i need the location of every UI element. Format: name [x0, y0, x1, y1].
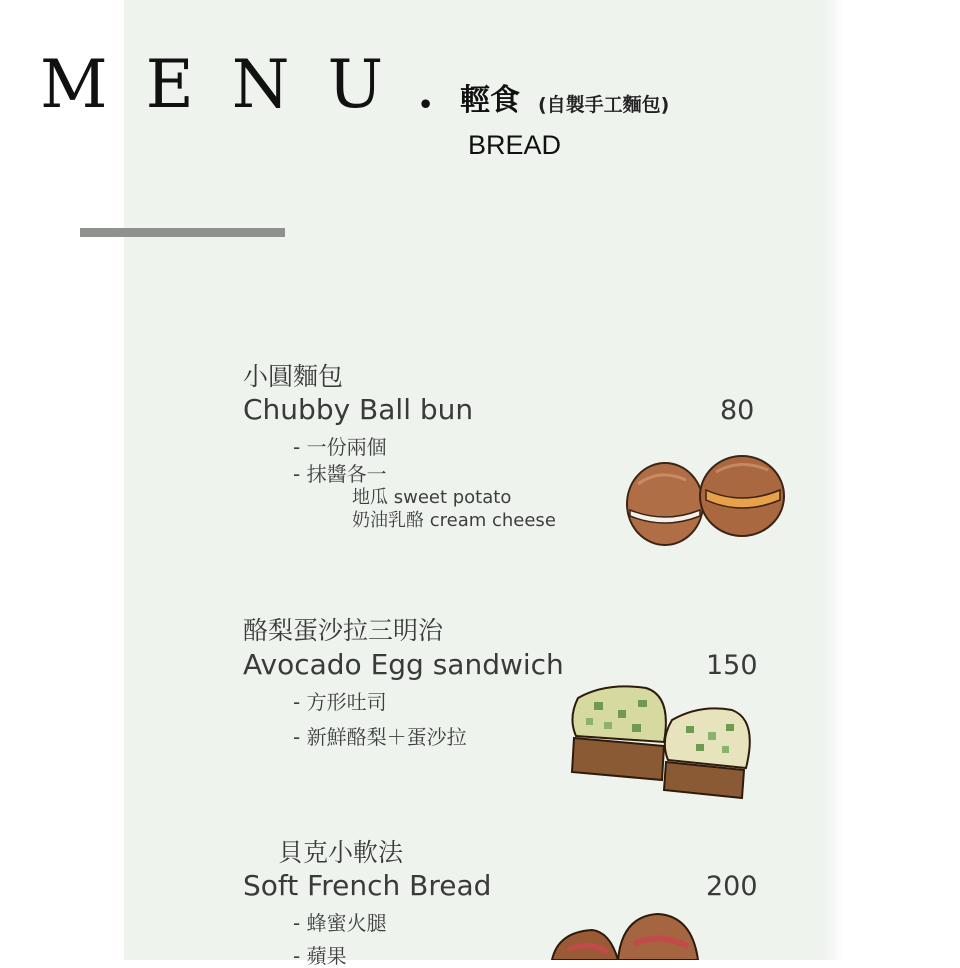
item-name-zh: 酪梨蛋沙拉三明治: [243, 616, 444, 645]
item-sub-detail: 地瓜 sweet potato: [352, 487, 512, 508]
menu-title: MENU.: [40, 46, 475, 123]
category-note: (自製手工麵包): [538, 94, 670, 116]
item-detail: - 蘋果: [293, 944, 347, 968]
panel-brush-edge: [822, 0, 844, 960]
item-sub-detail: 奶油乳酪 cream cheese: [352, 510, 556, 531]
title-divider: [80, 228, 285, 237]
item-detail: - 一份兩個: [293, 435, 387, 459]
item-name-en: Chubby Ball bun: [243, 393, 474, 426]
item-name-en: Soft French Bread: [243, 869, 492, 902]
item-detail: - 方形吐司: [293, 690, 387, 714]
item-detail: - 蜂蜜火腿: [293, 911, 387, 935]
toast-illustration: [566, 680, 762, 804]
bun-illustration: [620, 448, 790, 552]
item-name-en: Avocado Egg sandwich: [243, 648, 564, 681]
item-name-zh: 小圓麵包: [243, 362, 344, 391]
item-detail: - 抹醬各一: [293, 462, 387, 486]
item-price: 150: [706, 650, 758, 681]
category-title-en: BREAD: [468, 130, 562, 160]
item-price: 200: [706, 871, 758, 902]
category-title-zh: 輕食: [460, 83, 520, 118]
item-name-zh: 貝克小軟法: [278, 838, 404, 867]
french-bread-illustration: [548, 910, 708, 960]
item-price: 80: [720, 395, 755, 426]
item-detail: - 新鮮酪梨＋蛋沙拉: [293, 725, 467, 749]
